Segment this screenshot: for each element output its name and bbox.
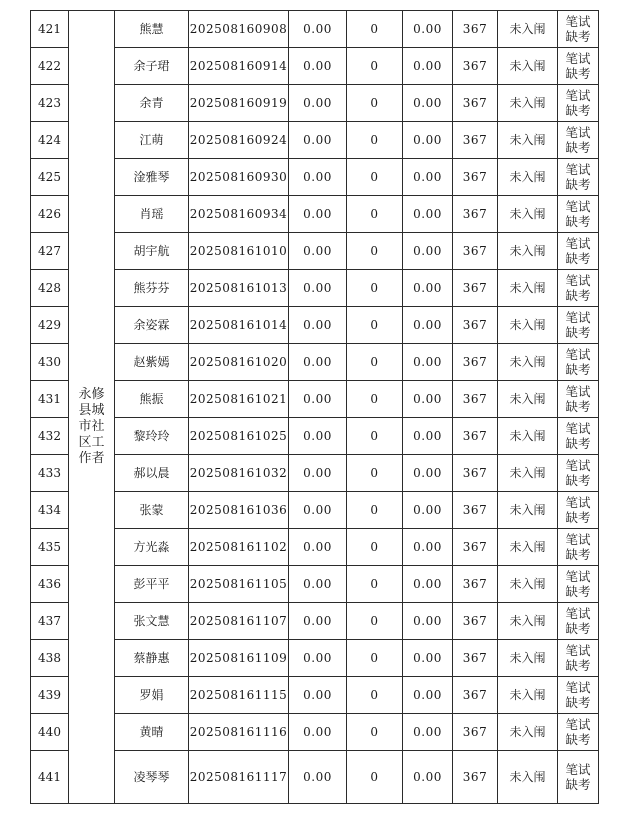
rank-cell: 367 (453, 529, 498, 566)
remark-line: 缺考 (565, 140, 591, 155)
table-row (31, 455, 599, 492)
table-row (31, 640, 599, 677)
remark-line: 笔试 (565, 162, 591, 177)
total-score-cell: 0.00 (403, 751, 453, 804)
name-cell: 张文慧 (115, 603, 189, 640)
total-score-cell: 0.00 (403, 529, 453, 566)
unit-label-line: 作者 (78, 451, 105, 466)
rank-cell: 367 (453, 751, 498, 804)
remark-line: 笔试 (565, 199, 591, 214)
exam-id-cell: 202508161109 (189, 640, 289, 677)
total-score-cell: 0.00 (403, 677, 453, 714)
total-score-cell: 0.00 (403, 85, 453, 122)
remark-cell (558, 381, 599, 418)
remark-line: 笔试 (565, 14, 591, 29)
written-score-cell: 0.00 (289, 529, 347, 566)
unit-label-line: 区工 (78, 435, 105, 450)
written-score-cell: 0.00 (289, 11, 347, 48)
name-cell: 郝以晨 (115, 455, 189, 492)
remark-line: 缺考 (565, 288, 591, 303)
table-row (31, 492, 599, 529)
total-score-cell: 0.00 (403, 418, 453, 455)
remark-line: 笔试 (565, 51, 591, 66)
rank-cell: 367 (453, 640, 498, 677)
remark-cell (558, 751, 599, 804)
remark-line: 笔试 (565, 88, 591, 103)
table-row (31, 344, 599, 381)
bonus-score-cell: 0 (347, 381, 403, 418)
exam-id-cell: 202508161036 (189, 492, 289, 529)
name-cell: 余青 (115, 85, 189, 122)
exam-id-cell: 202508160924 (189, 122, 289, 159)
row-number-cell: 421 (31, 11, 69, 48)
table-row (31, 566, 599, 603)
bonus-score-cell: 0 (347, 196, 403, 233)
written-score-cell: 0.00 (289, 270, 347, 307)
remark-cell (558, 566, 599, 603)
total-score-cell: 0.00 (403, 455, 453, 492)
remark-cell (558, 11, 599, 48)
remark-line: 缺考 (565, 177, 591, 192)
written-score-cell: 0.00 (289, 603, 347, 640)
remark-cell (558, 307, 599, 344)
unit-label-line: 县城 (78, 403, 105, 418)
rank-cell: 367 (453, 159, 498, 196)
table-row (31, 159, 599, 196)
exam-id-cell: 202508161105 (189, 566, 289, 603)
remark-line: 缺考 (565, 695, 591, 710)
rank-cell: 367 (453, 196, 498, 233)
total-score-cell: 0.00 (403, 159, 453, 196)
rank-cell: 367 (453, 344, 498, 381)
remark-cell (558, 85, 599, 122)
row-number-cell: 427 (31, 233, 69, 270)
remark-line: 笔试 (565, 606, 591, 621)
written-score-cell: 0.00 (289, 48, 347, 85)
rank-cell: 367 (453, 492, 498, 529)
table-row (31, 270, 599, 307)
row-number-cell: 432 (31, 418, 69, 455)
written-score-cell: 0.00 (289, 455, 347, 492)
row-number-cell: 438 (31, 640, 69, 677)
rank-cell: 367 (453, 603, 498, 640)
remark-cell (558, 48, 599, 85)
row-number-cell: 425 (31, 159, 69, 196)
row-number-cell: 433 (31, 455, 69, 492)
bonus-score-cell: 0 (347, 455, 403, 492)
exam-id-cell: 202508161107 (189, 603, 289, 640)
bonus-score-cell: 0 (347, 344, 403, 381)
table-row (31, 418, 599, 455)
row-number-cell: 424 (31, 122, 69, 159)
name-cell: 罗娟 (115, 677, 189, 714)
status-cell: 未入闱 (498, 751, 558, 804)
written-score-cell: 0.00 (289, 751, 347, 804)
table-row (31, 196, 599, 233)
bonus-score-cell: 0 (347, 640, 403, 677)
total-score-cell: 0.00 (403, 344, 453, 381)
written-score-cell: 0.00 (289, 122, 347, 159)
remark-line: 缺考 (565, 584, 591, 599)
remark-cell (558, 270, 599, 307)
status-cell: 未入闱 (498, 492, 558, 529)
name-cell: 肖瑶 (115, 196, 189, 233)
exam-id-cell: 202508160914 (189, 48, 289, 85)
name-cell: 黎玲玲 (115, 418, 189, 455)
remark-cell (558, 122, 599, 159)
total-score-cell: 0.00 (403, 270, 453, 307)
row-number-cell: 439 (31, 677, 69, 714)
remark-line: 笔试 (565, 495, 591, 510)
bonus-score-cell: 0 (347, 751, 403, 804)
remark-line: 笔试 (565, 421, 591, 436)
rank-cell: 367 (453, 11, 498, 48)
name-cell: 张蒙 (115, 492, 189, 529)
bonus-score-cell: 0 (347, 307, 403, 344)
exam-id-cell: 202508160908 (189, 11, 289, 48)
bonus-score-cell: 0 (347, 714, 403, 751)
name-cell: 彭平平 (115, 566, 189, 603)
name-cell: 熊振 (115, 381, 189, 418)
bonus-score-cell: 0 (347, 159, 403, 196)
remark-line: 笔试 (565, 310, 591, 325)
remark-line: 笔试 (565, 762, 591, 777)
remark-cell (558, 196, 599, 233)
exam-id-cell: 202508161032 (189, 455, 289, 492)
written-score-cell: 0.00 (289, 492, 347, 529)
row-number-cell: 431 (31, 381, 69, 418)
row-number-cell: 423 (31, 85, 69, 122)
remark-line: 笔试 (565, 273, 591, 288)
rank-cell: 367 (453, 307, 498, 344)
row-number-cell: 428 (31, 270, 69, 307)
bonus-score-cell: 0 (347, 270, 403, 307)
table-row (31, 85, 599, 122)
remark-line: 笔试 (565, 125, 591, 140)
table-row (31, 381, 599, 418)
total-score-cell: 0.00 (403, 122, 453, 159)
remark-line: 笔试 (565, 347, 591, 362)
status-cell: 未入闱 (498, 307, 558, 344)
status-cell: 未入闱 (498, 714, 558, 751)
remark-cell (558, 455, 599, 492)
table-row (31, 307, 599, 344)
exam-id-cell: 202508160930 (189, 159, 289, 196)
status-cell: 未入闱 (498, 233, 558, 270)
written-score-cell: 0.00 (289, 640, 347, 677)
status-cell: 未入闱 (498, 159, 558, 196)
exam-id-cell: 202508161014 (189, 307, 289, 344)
written-score-cell: 0.00 (289, 307, 347, 344)
written-score-cell: 0.00 (289, 344, 347, 381)
remark-cell (558, 418, 599, 455)
status-cell: 未入闱 (498, 344, 558, 381)
name-cell: 方光淼 (115, 529, 189, 566)
row-number-cell: 437 (31, 603, 69, 640)
written-score-cell: 0.00 (289, 196, 347, 233)
exam-id-cell: 202508161010 (189, 233, 289, 270)
total-score-cell: 0.00 (403, 566, 453, 603)
remark-line: 缺考 (565, 510, 591, 525)
bonus-score-cell: 0 (347, 48, 403, 85)
rank-cell: 367 (453, 418, 498, 455)
exam-id-cell: 202508161020 (189, 344, 289, 381)
bonus-score-cell: 0 (347, 492, 403, 529)
remark-line: 缺考 (565, 103, 591, 118)
total-score-cell: 0.00 (403, 640, 453, 677)
status-cell: 未入闱 (498, 677, 558, 714)
table-row (31, 11, 599, 48)
total-score-cell: 0.00 (403, 603, 453, 640)
total-score-cell: 0.00 (403, 714, 453, 751)
table-row (31, 48, 599, 85)
exam-id-cell: 202508161013 (189, 270, 289, 307)
remark-line: 笔试 (565, 569, 591, 584)
exam-id-cell: 202508160919 (189, 85, 289, 122)
name-cell: 赵紫嫣 (115, 344, 189, 381)
bonus-score-cell: 0 (347, 566, 403, 603)
total-score-cell: 0.00 (403, 11, 453, 48)
name-cell: 熊芬芬 (115, 270, 189, 307)
rank-cell: 367 (453, 566, 498, 603)
rank-cell: 367 (453, 677, 498, 714)
bonus-score-cell: 0 (347, 603, 403, 640)
status-cell: 未入闱 (498, 418, 558, 455)
name-cell: 凌琴琴 (115, 751, 189, 804)
name-cell: 胡宇航 (115, 233, 189, 270)
table-row (31, 751, 599, 804)
written-score-cell: 0.00 (289, 714, 347, 751)
written-score-cell: 0.00 (289, 418, 347, 455)
exam-id-cell: 202508161116 (189, 714, 289, 751)
row-number-cell: 430 (31, 344, 69, 381)
bonus-score-cell: 0 (347, 85, 403, 122)
status-cell: 未入闱 (498, 566, 558, 603)
exam-id-cell: 202508161117 (189, 751, 289, 804)
remark-line: 缺考 (565, 66, 591, 81)
exam-id-cell: 202508161102 (189, 529, 289, 566)
remark-line: 缺考 (565, 251, 591, 266)
exam-id-cell: 202508161021 (189, 381, 289, 418)
remark-line: 缺考 (565, 777, 591, 792)
row-number-cell: 436 (31, 566, 69, 603)
remark-cell (558, 344, 599, 381)
status-cell: 未入闱 (498, 455, 558, 492)
rank-cell: 367 (453, 48, 498, 85)
unit-label (78, 387, 104, 467)
status-cell: 未入闱 (498, 270, 558, 307)
table-row (31, 233, 599, 270)
remark-line: 笔试 (565, 532, 591, 547)
status-cell: 未入闱 (498, 640, 558, 677)
remark-line: 笔试 (565, 680, 591, 695)
total-score-cell: 0.00 (403, 492, 453, 529)
remark-cell (558, 159, 599, 196)
bonus-score-cell: 0 (347, 418, 403, 455)
bonus-score-cell: 0 (347, 233, 403, 270)
row-number-cell: 441 (31, 751, 69, 804)
written-score-cell: 0.00 (289, 677, 347, 714)
name-cell: 淦雅琴 (115, 159, 189, 196)
status-cell: 未入闱 (498, 381, 558, 418)
table-row (31, 122, 599, 159)
table-row (31, 714, 599, 751)
remark-cell (558, 714, 599, 751)
name-cell: 黄晴 (115, 714, 189, 751)
total-score-cell: 0.00 (403, 196, 453, 233)
bonus-score-cell: 0 (347, 677, 403, 714)
written-score-cell: 0.00 (289, 85, 347, 122)
name-cell: 余子珺 (115, 48, 189, 85)
row-number-cell: 426 (31, 196, 69, 233)
remark-line: 笔试 (565, 236, 591, 251)
name-cell: 江萌 (115, 122, 189, 159)
total-score-cell: 0.00 (403, 381, 453, 418)
written-score-cell: 0.00 (289, 159, 347, 196)
rank-cell: 367 (453, 85, 498, 122)
name-cell: 熊慧 (115, 11, 189, 48)
rank-cell: 367 (453, 381, 498, 418)
written-score-cell: 0.00 (289, 381, 347, 418)
remark-line: 缺考 (565, 399, 591, 414)
unit-cell (69, 11, 115, 804)
table-row (31, 677, 599, 714)
status-cell: 未入闱 (498, 603, 558, 640)
remark-line: 笔试 (565, 384, 591, 399)
written-score-cell: 0.00 (289, 566, 347, 603)
total-score-cell: 0.00 (403, 233, 453, 270)
remark-cell (558, 603, 599, 640)
remark-cell (558, 233, 599, 270)
remark-cell (558, 640, 599, 677)
status-cell: 未入闱 (498, 529, 558, 566)
remark-line: 缺考 (565, 732, 591, 747)
remark-line: 缺考 (565, 621, 591, 636)
rank-cell: 367 (453, 714, 498, 751)
exam-id-cell: 202508161115 (189, 677, 289, 714)
row-number-cell: 434 (31, 492, 69, 529)
remark-line: 笔试 (565, 458, 591, 473)
total-score-cell: 0.00 (403, 307, 453, 344)
remark-line: 缺考 (565, 473, 591, 488)
rank-cell: 367 (453, 270, 498, 307)
remark-line: 缺考 (565, 658, 591, 673)
exam-id-cell: 202508160934 (189, 196, 289, 233)
exam-id-cell: 202508161025 (189, 418, 289, 455)
unit-label-line: 市社 (78, 419, 105, 434)
remark-cell (558, 492, 599, 529)
remark-line: 缺考 (565, 29, 591, 44)
rank-cell: 367 (453, 122, 498, 159)
bonus-score-cell: 0 (347, 11, 403, 48)
unit-label-line: 永修 (78, 387, 105, 402)
status-cell: 未入闱 (498, 48, 558, 85)
written-score-cell: 0.00 (289, 233, 347, 270)
status-cell: 未入闱 (498, 85, 558, 122)
table-row (31, 529, 599, 566)
remark-cell (558, 677, 599, 714)
status-cell: 未入闱 (498, 11, 558, 48)
name-cell: 余姿霖 (115, 307, 189, 344)
status-cell: 未入闱 (498, 122, 558, 159)
results-table (30, 10, 599, 804)
remark-line: 缺考 (565, 214, 591, 229)
remark-line: 笔试 (565, 643, 591, 658)
remark-line: 缺考 (565, 325, 591, 340)
remark-line: 缺考 (565, 547, 591, 562)
row-number-cell: 435 (31, 529, 69, 566)
bonus-score-cell: 0 (347, 122, 403, 159)
bonus-score-cell: 0 (347, 529, 403, 566)
row-number-cell: 422 (31, 48, 69, 85)
status-cell: 未入闱 (498, 196, 558, 233)
remark-line: 缺考 (565, 436, 591, 451)
remark-cell (558, 529, 599, 566)
row-number-cell: 440 (31, 714, 69, 751)
total-score-cell: 0.00 (403, 48, 453, 85)
table-row (31, 603, 599, 640)
remark-line: 笔试 (565, 717, 591, 732)
name-cell: 蔡静惠 (115, 640, 189, 677)
rank-cell: 367 (453, 455, 498, 492)
row-number-cell: 429 (31, 307, 69, 344)
remark-line: 缺考 (565, 362, 591, 377)
rank-cell: 367 (453, 233, 498, 270)
